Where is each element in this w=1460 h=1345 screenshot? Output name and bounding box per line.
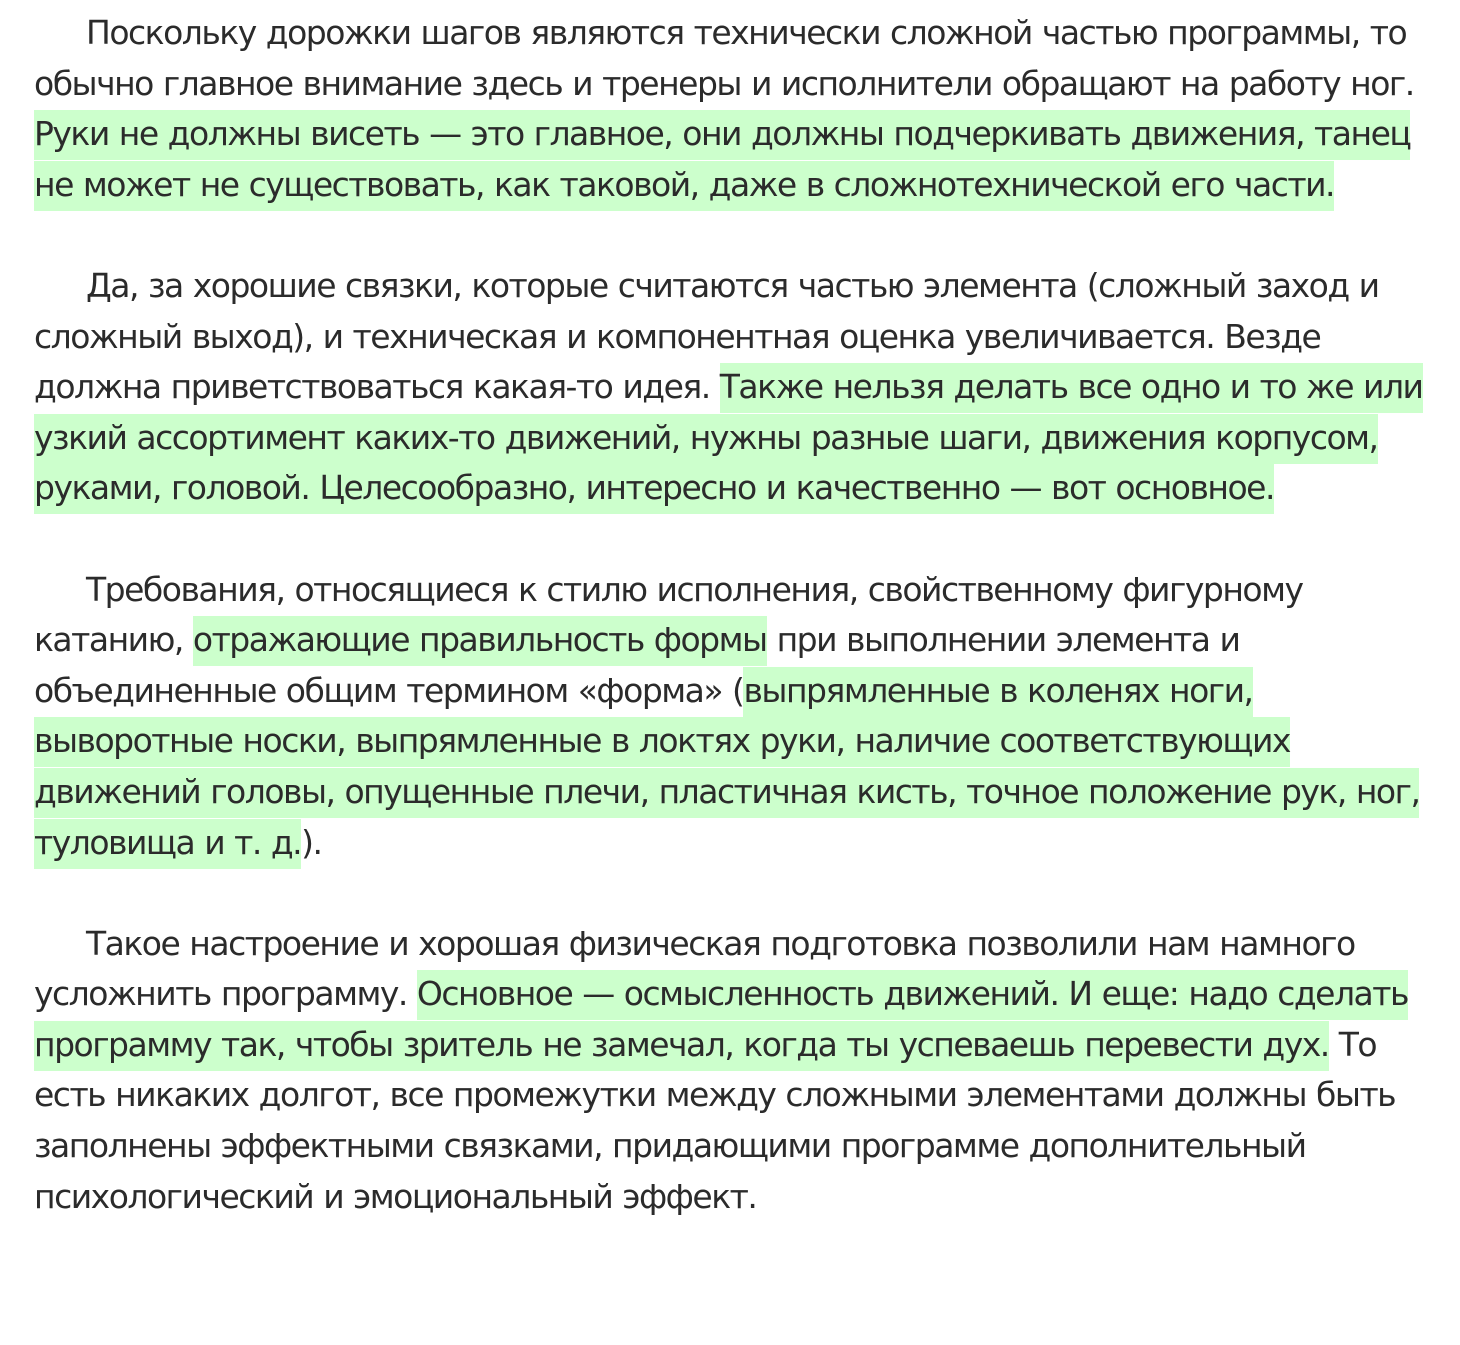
text-segment: Требования, относящиеся к стилю исполнения, свойственному фигурному катанию, bbox=[34, 569, 1303, 660]
paragraph-2 bbox=[34, 261, 1452, 514]
highlighted-text: отражающие правильность формы bbox=[193, 616, 767, 666]
paragraph-4 bbox=[34, 919, 1452, 1223]
highlighted-text: Руки не должны висеть — это главное, они должны подчеркивать движения, танец не может не существовать, как таковой, даже в сложнотехнической его части. bbox=[34, 110, 1410, 211]
text-segment: Да, за хорошие связки, которые считаются частью элемента (сложный заход и сложный выход), и техническая и компонентная оценка увеличивается. Везде должна приветствоваться какая-то идея. bbox=[34, 265, 1379, 407]
text-segment: ). bbox=[301, 822, 322, 862]
text-segment: Поскольку дорожки шагов являются технически сложной частью программы, то обычно главное внимание здесь и тренеры и исполнители обращают на работу ног. bbox=[34, 13, 1414, 103]
text-segment: То есть никаких долгот, все промежутки между сложными элементами должны быть заполнены эффектными связками, придающими программе дополнительный психологический и эмоциональный эффект. bbox=[34, 1024, 1396, 1216]
highlighted-text: Основное — осмысленность движений. И еще: надо сделать программу так, чтобы зритель не замечал, когда ты успеваешь перевести дух. bbox=[34, 970, 1408, 1071]
text-segment: при выполнении элемента и объединенные общим термином «форма» ( bbox=[34, 620, 1240, 710]
paragraph-3 bbox=[34, 565, 1452, 869]
highlighted-text: Также нельзя делать все одно и то же или узкий ассортимент каких-то движений, нужны разные шаги, движения корпусом, руками, головой. Целесообразно, интересно и качественно — вот основное. bbox=[34, 363, 1423, 514]
highlighted-text: выпрямленные в коленях ноги, выворотные носки, выпрямленные в локтях руки, наличие соответствующих движений головы, опущенные плечи, пластичная кисть, точное положение рук, ног, туловища и т. д. bbox=[34, 667, 1419, 869]
text-segment: Такое настроение и хорошая физическая подготовка позволили нам намного усложнить программу. bbox=[34, 923, 1355, 1014]
paragraph-1 bbox=[34, 8, 1452, 210]
